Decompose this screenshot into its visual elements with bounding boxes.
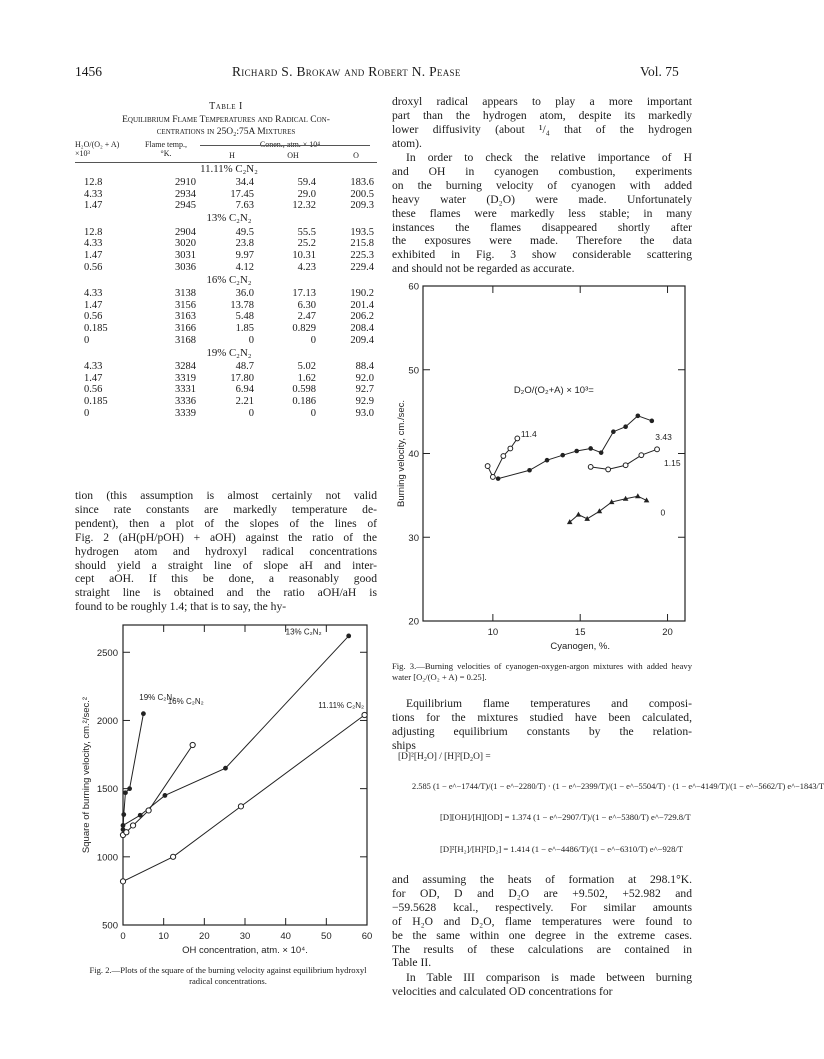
text-line: The results of these calculations are contained in bbox=[392, 942, 692, 956]
table-row bbox=[84, 250, 374, 262]
equation-2: [D][OH]/[H][OD] = 1.374 (1 − e^−2907/T)/(1 − e^−5380/T) e^−729.8/T bbox=[440, 812, 691, 822]
table-cell: 2.21 bbox=[235, 395, 254, 407]
text-line: −59.5628 kcal., respectively. For similar amounts bbox=[392, 900, 692, 914]
table-cell: 3036 bbox=[175, 261, 196, 273]
series-label: 13% C₂N₂ bbox=[285, 627, 322, 637]
table-row bbox=[84, 238, 374, 250]
table-cell: 88.4 bbox=[355, 361, 374, 373]
data-table bbox=[84, 162, 374, 419]
equation-1-rhs: 2.585 (1 − e^−1744/T)/(1 − e^−2280/T) · (1 − e^−2399/T)/(1 − e^−5504/T) · (1 − e^−4149/T)/(1 − e^−5662/T) e^−1843/T bbox=[412, 782, 824, 791]
volume-label: Vol. 75 bbox=[640, 64, 679, 79]
table-section-header bbox=[84, 346, 374, 361]
data-point bbox=[515, 436, 520, 441]
table-cell: 3284 bbox=[175, 361, 196, 373]
data-point bbox=[496, 476, 501, 481]
series-curve bbox=[498, 416, 652, 479]
y-tick-label: 2500 bbox=[96, 647, 118, 659]
text-line: Table II. bbox=[392, 956, 432, 970]
table-row bbox=[84, 300, 374, 312]
table-section-header bbox=[84, 212, 374, 227]
x-tick-label: 15 bbox=[574, 627, 586, 638]
table-cell: 209.3 bbox=[350, 200, 374, 212]
table-cell: 7.63 bbox=[235, 200, 254, 212]
table-cell: 4.12 bbox=[235, 261, 254, 273]
table-cell: 6.30 bbox=[297, 299, 316, 311]
data-point bbox=[485, 464, 490, 469]
data-point bbox=[527, 468, 532, 473]
table-cell: 29.0 bbox=[297, 188, 316, 200]
data-point bbox=[120, 879, 125, 884]
table-row bbox=[84, 408, 374, 420]
table-cell: 2904 bbox=[175, 226, 196, 238]
table-cell: 3168 bbox=[175, 334, 196, 346]
right-paragraph-2 bbox=[392, 151, 692, 276]
data-point bbox=[639, 453, 644, 458]
x-tick-label: 10 bbox=[487, 627, 499, 638]
text-line: Equilibrium flame temperatures and composi- bbox=[406, 697, 692, 710]
text-line: lower diffusivity (about ¹/₄ that of the hydrogen bbox=[392, 122, 692, 136]
table-cell: 201.4 bbox=[350, 299, 374, 311]
table-row bbox=[84, 177, 374, 189]
table-cell: 0 bbox=[310, 407, 316, 419]
table-cell: 3163 bbox=[175, 311, 196, 323]
data-point bbox=[362, 712, 367, 717]
figure-2-caption: Fig. 2.—Plots of the square of the burning velocity against equilibrium hydroxyl radical concentrations. bbox=[89, 965, 367, 986]
data-point bbox=[623, 463, 628, 468]
series-line bbox=[123, 714, 143, 830]
table-header-rule bbox=[200, 145, 370, 146]
data-point bbox=[636, 414, 641, 419]
table-cell: 3336 bbox=[175, 395, 196, 407]
text-line: In order to check the relative importance of H bbox=[406, 151, 692, 164]
table-cell: 4.33 bbox=[84, 288, 103, 300]
text-line: since rate constants are markedly temperature de- bbox=[75, 502, 377, 516]
x-tick-label: 10 bbox=[158, 931, 169, 942]
table-cell: 3138 bbox=[175, 288, 196, 300]
table-row bbox=[84, 373, 374, 385]
table-cell: 2934 bbox=[175, 188, 196, 200]
table-row bbox=[84, 361, 374, 373]
table-cell: 0 bbox=[310, 334, 316, 346]
table-cell: 12.8 bbox=[84, 226, 103, 238]
series-label: 0 bbox=[660, 507, 666, 518]
x-tick-label: 20 bbox=[199, 931, 210, 942]
y-tick-label: 30 bbox=[408, 532, 419, 544]
figure-3-caption: Fig. 3.—Burning velocities of cyanogen-oxygen-argon mixtures with added heavy water [O₂/(O₂ + A) = 0.25]. bbox=[392, 661, 692, 682]
data-point bbox=[588, 446, 593, 451]
text-line: ships bbox=[392, 738, 416, 752]
table-row bbox=[84, 189, 374, 201]
text-line: on the burning velocity of cyanogen with added bbox=[392, 178, 692, 192]
table-cell: 0 bbox=[84, 334, 90, 346]
y-tick-label: 50 bbox=[408, 365, 419, 377]
data-point bbox=[163, 793, 168, 798]
section-label: 13% C₂N₂ bbox=[206, 212, 252, 225]
table-cell: 4.33 bbox=[84, 188, 103, 200]
series-label: 3.43 bbox=[655, 432, 672, 443]
text-line: these flames were markedly less stable; in many bbox=[392, 206, 692, 220]
table-cell: 1.47 bbox=[84, 299, 103, 311]
text-line: In Table III comparison is made between burning bbox=[406, 971, 692, 984]
table-cell: 0.186 bbox=[292, 395, 316, 407]
equation-3: [D]²[H₂]/[H]²[D₂] = 1.414 (1 − e^−4486/T)/(1 − e^−6310/T) e^−928/T bbox=[440, 844, 684, 854]
table-row bbox=[84, 311, 374, 323]
data-point bbox=[508, 446, 513, 451]
table-cell: 10.31 bbox=[292, 249, 316, 261]
y-tick-label: 500 bbox=[102, 920, 118, 932]
page-number: 1456 bbox=[75, 64, 102, 79]
data-point bbox=[655, 447, 660, 452]
left-paragraph bbox=[75, 489, 377, 614]
text-line: pendent), then a plot of the slopes of the lines of bbox=[75, 516, 377, 530]
table-cell: 2945 bbox=[175, 200, 196, 212]
text-line: straight line is obtained and the ratio aOH/aH is bbox=[75, 586, 377, 600]
text-line: tion (this assumption is almost certainly not valid bbox=[75, 489, 377, 502]
legend-label: D₂O/(O₂+A) × 10³= bbox=[513, 385, 594, 397]
x-tick-label: 40 bbox=[280, 931, 291, 942]
table-cell: 183.6 bbox=[350, 177, 374, 188]
table-cell: 0 bbox=[84, 407, 90, 419]
table-cell: 1.85 bbox=[235, 322, 254, 334]
table-title-line2: centrations in 25O₂:75A Mixtures bbox=[156, 127, 296, 137]
data-point bbox=[606, 467, 611, 472]
x-tick-label: 20 bbox=[662, 627, 673, 638]
table-col2-header: Flame temp., °K. bbox=[145, 140, 187, 158]
table-cell: 36.0 bbox=[235, 288, 254, 300]
text-line: velocities and calculated OD concentrations for bbox=[392, 984, 613, 998]
table-cell: 6.94 bbox=[235, 384, 254, 396]
text-line: of H₂O and D₂O, flame temperatures were found to bbox=[392, 914, 692, 928]
table-cell: 0.56 bbox=[84, 261, 103, 273]
text-line: droxyl radical appears to play a more important bbox=[392, 95, 692, 108]
data-point bbox=[141, 711, 146, 716]
table-row bbox=[84, 200, 374, 212]
table-row bbox=[84, 396, 374, 408]
table-cell: 1.47 bbox=[84, 249, 103, 261]
x-tick-label: 60 bbox=[361, 931, 373, 942]
running-header-authors: Richard S. Brokaw and Robert N. Pease bbox=[232, 64, 461, 79]
table-cell: 229.4 bbox=[350, 261, 374, 273]
table-cell: 2.47 bbox=[297, 311, 316, 323]
table-cell: 206.2 bbox=[350, 311, 374, 323]
data-point bbox=[190, 742, 195, 747]
table-cell: 4.23 bbox=[297, 261, 316, 273]
plot-frame bbox=[123, 625, 367, 925]
table-cell: 1.47 bbox=[84, 372, 103, 384]
data-point bbox=[223, 766, 228, 771]
table-cell: 0.185 bbox=[84, 322, 108, 334]
data-point bbox=[623, 424, 628, 429]
text-line: instances the flames disappeared shortly after bbox=[392, 220, 692, 234]
table-cell: 55.5 bbox=[297, 226, 316, 238]
y-tick-label: 1500 bbox=[96, 784, 118, 796]
right-paragraph-5 bbox=[392, 971, 692, 999]
section-label: 11.11% C₂N₂ bbox=[200, 162, 258, 175]
table-cell: 49.5 bbox=[235, 226, 254, 238]
text-line: for OD, D and D₂O are +9.502, +52.982 and bbox=[392, 886, 692, 900]
text-line: the exposures were made. Therefore the data bbox=[392, 234, 692, 248]
series-label: 19% C₂N₂ bbox=[139, 693, 176, 702]
table-cell: 0.829 bbox=[292, 322, 316, 334]
data-point bbox=[560, 453, 565, 458]
text-line: found to be roughly 1.4; that is to say, the hy- bbox=[75, 600, 287, 614]
table-cell: 215.8 bbox=[350, 238, 374, 250]
series-label: 11.11% C₂N₂ bbox=[318, 701, 365, 711]
data-point bbox=[146, 808, 151, 813]
text-line: should yield a straight line of slope aH and inter- bbox=[75, 558, 377, 572]
table-cell: 5.48 bbox=[235, 311, 254, 323]
table-cell: 200.5 bbox=[350, 188, 374, 200]
equation-1-lhs: [D]²[H₂O] / [H]²[D₂O] = bbox=[398, 752, 491, 762]
equation-1 bbox=[398, 752, 698, 763]
table-cell: 3156 bbox=[175, 299, 196, 311]
x-tick-label: 0 bbox=[120, 931, 126, 942]
data-point bbox=[171, 854, 176, 859]
table-row bbox=[84, 384, 374, 396]
text-line: hydrogen atom and hydroxyl radical concentrations bbox=[75, 544, 377, 558]
table-cell: 13.78 bbox=[230, 299, 254, 311]
table-cell: 23.8 bbox=[235, 238, 254, 250]
table-row bbox=[84, 323, 374, 335]
table-cell: 25.2 bbox=[297, 238, 316, 250]
y-tick-label: 20 bbox=[408, 616, 419, 628]
data-point bbox=[611, 429, 616, 434]
series-label: 1.15 bbox=[664, 458, 681, 469]
table-cell: 1.62 bbox=[297, 372, 316, 384]
data-point bbox=[545, 458, 550, 463]
right-paragraph-3 bbox=[392, 697, 692, 753]
x-tick-label: 30 bbox=[239, 931, 251, 942]
y-tick-label: 60 bbox=[408, 281, 419, 293]
y-tick-label: 1000 bbox=[96, 852, 118, 864]
data-point bbox=[599, 450, 604, 455]
table-cell: 190.2 bbox=[350, 288, 374, 300]
data-point bbox=[501, 454, 506, 459]
table-cell: 3331 bbox=[175, 384, 196, 396]
y-tick-label: 40 bbox=[408, 449, 419, 460]
data-point bbox=[635, 493, 641, 498]
table-section-header bbox=[84, 273, 374, 288]
table-label: Table I bbox=[209, 101, 243, 112]
table-cell: 4.33 bbox=[84, 238, 103, 250]
table-row bbox=[84, 335, 374, 347]
y-axis-label: Square of burning velocity, cm.²/sec.² bbox=[81, 696, 92, 854]
table-cell: 3339 bbox=[175, 407, 196, 419]
section-label: 16% C₂N₂ bbox=[206, 273, 252, 286]
table-cell: 2910 bbox=[175, 177, 196, 188]
text-line: Fig. 2 (aH(pH/pOH) + aOH) against the ratio of the bbox=[75, 530, 377, 544]
y-tick-label: 2000 bbox=[96, 715, 118, 727]
table-cell: 17.45 bbox=[230, 188, 254, 200]
table-section-header bbox=[84, 162, 374, 177]
table-cell: 3319 bbox=[175, 372, 196, 384]
data-point bbox=[238, 804, 243, 809]
series-label: 11.4 bbox=[520, 428, 537, 439]
y-axis-label: Burning velocity, cm./sec. bbox=[396, 399, 407, 508]
table-cell: 48.7 bbox=[235, 361, 254, 373]
data-point bbox=[123, 790, 128, 795]
table-cell: 59.4 bbox=[297, 177, 316, 188]
text-line: and assuming the heats of formation at 298.1°K. bbox=[392, 873, 692, 886]
table-cell: 3020 bbox=[175, 238, 196, 250]
table-title-line1: Equilibrium Flame Temperatures and Radical Con- bbox=[122, 115, 330, 125]
x-axis-label: OH concentration, atm. × 10⁴. bbox=[182, 945, 308, 956]
table-cell: 5.02 bbox=[297, 361, 316, 373]
series-line bbox=[123, 715, 365, 881]
table-cell: 12.32 bbox=[292, 200, 316, 212]
text-line: be the same within one degree in the extreme cases. bbox=[392, 928, 692, 942]
table-cell: 0 bbox=[248, 407, 254, 419]
data-point bbox=[127, 786, 132, 791]
table-cell: 225.3 bbox=[350, 249, 374, 261]
table-cell: 9.97 bbox=[235, 249, 254, 261]
data-point bbox=[121, 812, 126, 817]
table-cell: 1.47 bbox=[84, 200, 103, 212]
data-point bbox=[346, 634, 351, 639]
table-cell: 0 bbox=[248, 334, 254, 346]
data-point bbox=[597, 508, 603, 513]
table-cell: 0.598 bbox=[292, 384, 316, 396]
data-point bbox=[588, 465, 593, 470]
table-col-h: H bbox=[229, 151, 235, 160]
table-cell: 12.8 bbox=[84, 177, 103, 188]
text-line: adjusting equilibrium constants by the relation- bbox=[392, 724, 692, 738]
data-point bbox=[130, 823, 135, 828]
table-row bbox=[84, 227, 374, 239]
text-line: tions for the mixtures studied have been calculated, bbox=[392, 710, 692, 724]
text-line: heavy water (D₂O) were made. Unfortunately bbox=[392, 192, 692, 206]
table-row bbox=[84, 288, 374, 300]
table-col-oh: OH bbox=[287, 151, 299, 160]
table-cell: 209.4 bbox=[350, 334, 374, 346]
text-line: and should not be regarded as accurate. bbox=[392, 262, 575, 276]
table-cell: 0.185 bbox=[84, 395, 108, 407]
data-point bbox=[576, 512, 582, 517]
table-cell: 92.9 bbox=[355, 395, 374, 407]
data-point bbox=[124, 830, 129, 835]
figure-3-chart bbox=[395, 276, 695, 661]
table-cell: 3166 bbox=[175, 322, 196, 334]
section-label: 19% C₂N₂ bbox=[206, 346, 252, 359]
text-line: and OH in cyanogen combustion, experiments bbox=[392, 164, 692, 178]
text-line: atom). bbox=[392, 136, 422, 150]
series-label: 16% C₂N₂ bbox=[167, 697, 204, 707]
table-row bbox=[84, 262, 374, 274]
data-point bbox=[574, 449, 579, 454]
table-cell: 92.0 bbox=[355, 372, 374, 384]
series-line bbox=[123, 636, 349, 826]
table-col1-header: H₂O/(O₂ + A) ×10³ bbox=[75, 140, 120, 158]
series-line bbox=[123, 745, 193, 835]
table-col-o: O bbox=[353, 151, 359, 160]
text-line: part than the hydrogen atom, despite its markedly bbox=[392, 108, 692, 122]
data-point bbox=[490, 475, 495, 480]
table-cell: 93.0 bbox=[355, 407, 374, 419]
table-cell: 3031 bbox=[175, 249, 196, 261]
right-paragraph-4 bbox=[392, 873, 692, 970]
table-cell: 92.7 bbox=[355, 384, 374, 396]
text-line: cept aOH. If this be done, a reasonably good bbox=[75, 572, 377, 586]
table-cell: 208.4 bbox=[350, 322, 374, 334]
data-point bbox=[650, 419, 655, 424]
series-curve bbox=[570, 496, 647, 522]
right-paragraph-1 bbox=[392, 95, 692, 151]
x-axis-label: Cyanogen, %. bbox=[550, 641, 611, 652]
table-cell: 17.80 bbox=[230, 372, 254, 384]
table-body bbox=[84, 162, 374, 419]
table-cell: 4.33 bbox=[84, 361, 103, 373]
figure-2-chart bbox=[75, 617, 380, 967]
table-cell: 0.56 bbox=[84, 384, 103, 396]
table-cell: 0.56 bbox=[84, 311, 103, 323]
table-cell: 17.13 bbox=[292, 288, 316, 300]
x-tick-label: 50 bbox=[321, 931, 332, 942]
table-conc-header: Conen., atm. × 10⁴ bbox=[259, 140, 321, 149]
table-cell: 193.5 bbox=[350, 226, 374, 238]
table-cell: 34.4 bbox=[235, 177, 254, 188]
text-line: exhibited in Fig. 3 show considerable scattering bbox=[392, 248, 692, 262]
